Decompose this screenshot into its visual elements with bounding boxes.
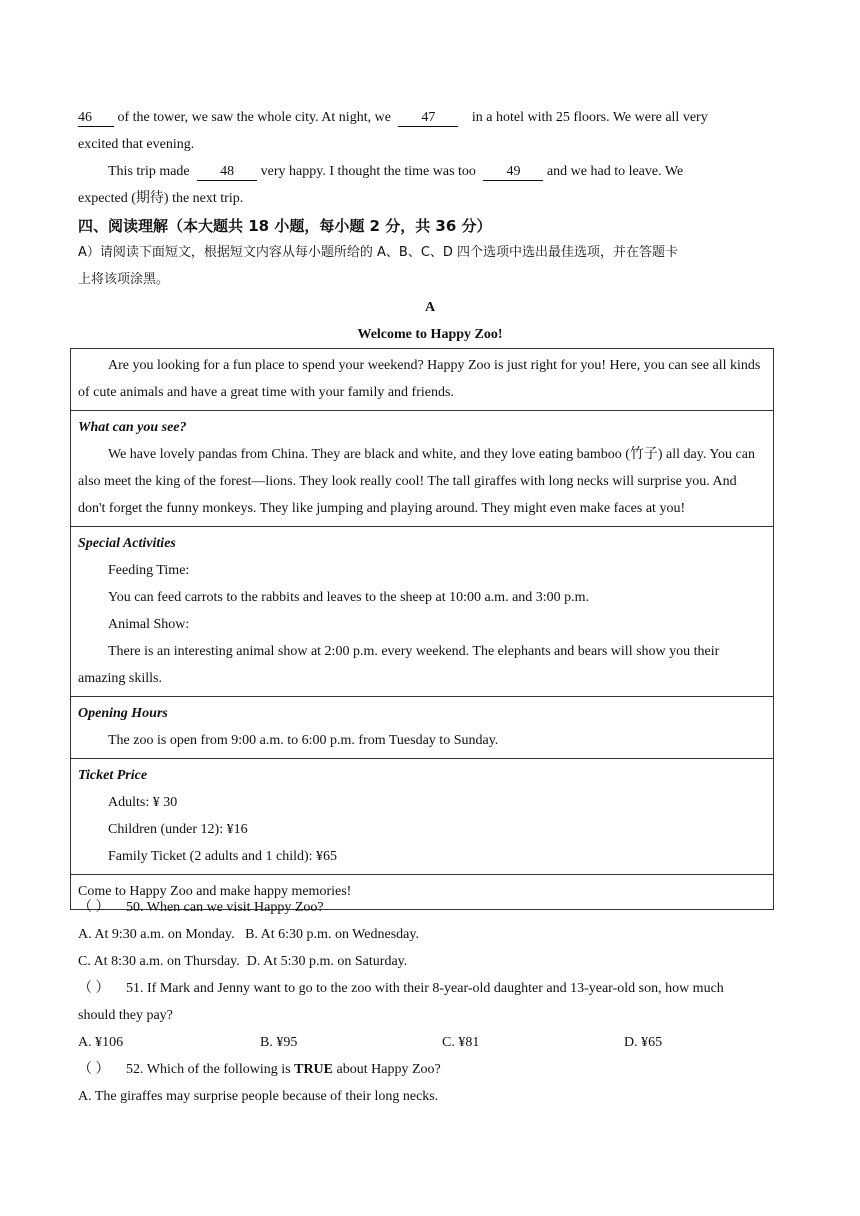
ticket-family: Family Ticket (2 adults and 1 child): ¥65: [108, 849, 338, 864]
answer-paren: （ ）: [78, 900, 110, 915]
option-a: A. ¥106: [78, 1035, 124, 1050]
cloze-text: and we had to leave. We: [546, 164, 684, 179]
question-emphasis: TRUE: [294, 1062, 334, 1077]
blank-48: 48: [197, 164, 257, 181]
blank-49: 49: [483, 164, 543, 181]
blank-47: 47: [398, 110, 458, 127]
question-50-options-cd: [78, 952, 407, 972]
question-51-cont: should they pay?: [78, 1008, 173, 1023]
option-b: B. ¥95: [260, 1035, 298, 1050]
table-row: [71, 527, 774, 697]
question-52: [78, 1060, 441, 1080]
question-text: 50. When can we visit Happy Zoo?: [126, 900, 324, 915]
ticket-children: Children (under 12): ¥16: [108, 822, 248, 837]
option-d: D. ¥65: [624, 1035, 663, 1050]
option-c: C. ¥81: [442, 1035, 480, 1050]
question-text: about Happy Zoo?: [336, 1062, 441, 1077]
show-label: Animal Show:: [108, 617, 190, 632]
hours-heading: Opening Hours: [78, 706, 168, 721]
answer-paren: （ ）: [78, 1062, 110, 1077]
question-text: 52. Which of the following is: [126, 1062, 291, 1077]
activities-heading: Special Activities: [78, 536, 176, 551]
table-cell: [71, 349, 774, 411]
cloze-line-4: expected (期待) the next trip.: [78, 191, 244, 206]
passage-label: A: [424, 300, 436, 315]
option-a: A. At 9:30 a.m. on Monday.: [78, 927, 235, 942]
show-text: There is an interesting animal show at 2:00 p.m. every weekend. The elephants and bears will show you their amazing skills.: [78, 644, 720, 686]
option-c: C. At 8:30 a.m. on Thursday.: [78, 954, 240, 969]
question-50: [78, 898, 324, 918]
question-51: [78, 979, 724, 999]
cloze-line-2: excited that evening.: [78, 137, 195, 152]
closing-text: Come to Happy Zoo and make happy memories!: [78, 884, 352, 899]
option-b: B. At 6:30 p.m. on Wednesday.: [245, 927, 419, 942]
feeding-label: Feeding Time:: [108, 563, 190, 578]
table-cell: [71, 759, 774, 875]
cloze-text: very happy. I thought the time was too: [260, 164, 476, 179]
see-heading: What can you see?: [78, 420, 187, 435]
cloze-line-1: [78, 108, 708, 128]
section-instruction: A）请阅读下面短文，根据短文内容从每小题所给的 A、B、C、D 四个选项中选出最佳选项，并在答题卡: [78, 245, 679, 260]
cloze-text: of the tower, we saw the whole city. At night, we: [117, 110, 391, 125]
answer-paren: （ ）: [78, 981, 110, 996]
zoo-info-table: [70, 348, 774, 910]
table-row: [71, 759, 774, 875]
cloze-line-3: [108, 162, 683, 182]
table-row: [71, 697, 774, 759]
table-cell: [71, 527, 774, 697]
intro-paragraph: Are you looking for a fun place to spend your weekend? Happy Zoo is just right for you! Here, you can see all kinds of cute animals and have a great time with your family and friends.: [78, 358, 761, 400]
see-paragraph: We have lovely pandas from China. They are black and white, and they love eating bamboo (竹子) all day. You can also meet the king of the forest—lions. They look really cool! The tall giraffes with long necks will surprise you. And don't forget the funny monkeys. They like jumping and playing around. They might even make faces at you!: [78, 447, 755, 516]
table-row: [71, 411, 774, 527]
table-row: [71, 349, 774, 411]
passage-title: Welcome to Happy Zoo!: [357, 327, 503, 342]
ticket-adults: Adults: ¥ 30: [108, 795, 178, 810]
table-cell: [71, 697, 774, 759]
ticket-heading: Ticket Price: [78, 768, 148, 783]
question-50-options-ab: [78, 925, 419, 945]
feeding-text: You can feed carrots to the rabbits and leaves to the sheep at 10:00 a.m. and 3:00 p.m.: [108, 590, 590, 605]
cloze-text: This trip made: [108, 164, 190, 179]
table-cell: [71, 411, 774, 527]
section-heading: 四、阅读理解（本大题共 18 小题，每小题 2 分，共 36 分）: [78, 217, 492, 235]
option-d: D. At 5:30 p.m. on Saturday.: [246, 954, 408, 969]
blank-46: 46: [78, 110, 114, 127]
section-instruction: 上将该项涂黑。: [78, 272, 170, 287]
hours-text: The zoo is open from 9:00 a.m. to 6:00 p.m. from Tuesday to Sunday.: [108, 733, 499, 748]
question-text: 51. If Mark and Jenny want to go to the zoo with their 8-year-old daughter and 13-year-old son, how much: [126, 981, 724, 996]
cloze-text: in a hotel with 25 floors. We were all very: [471, 110, 708, 125]
option-a: A. The giraffes may surprise people because of their long necks.: [78, 1089, 439, 1104]
